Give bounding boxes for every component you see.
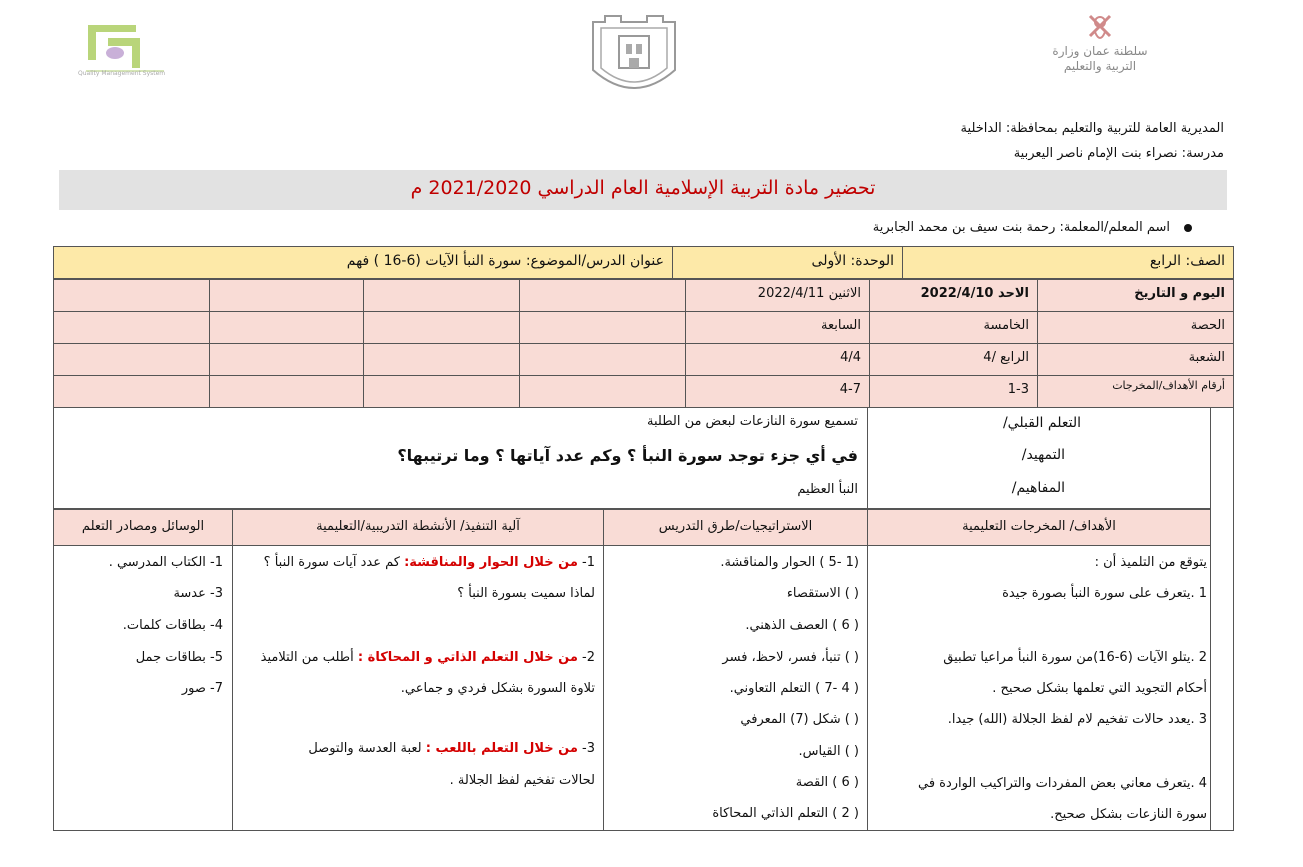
resource-3: 4- بطاقات كلمات. — [122, 618, 223, 633]
section-6 — [53, 343, 210, 376]
activity-3-cont: لحالات تفخيم لفظ الجلالة . — [449, 773, 595, 788]
resource-1: 1- الكتاب المدرسي . — [108, 555, 223, 570]
qms-logo-text: Quality Management System — [78, 70, 166, 77]
activity-2-text: أطلب من التلاميذ — [260, 650, 354, 665]
activities-header: آلية التنفيذ/ الأنشطة التدريبية/التعليمية — [232, 509, 604, 546]
section-3 — [519, 343, 686, 376]
period-5 — [209, 311, 364, 344]
strategy-1: (1 -5 ) الحوار والمناقشة. — [720, 555, 859, 570]
resources-header: الوسائل ومصادر التعلم — [53, 509, 233, 546]
activity-2 — [261, 650, 595, 665]
grade-cell: الصف: الرابع — [902, 246, 1234, 279]
strategies-header: الاستراتيجيات/طرق التدريس — [603, 509, 868, 546]
activity-2-cont: تلاوة السورة بشكل فردي و جماعي. — [400, 681, 595, 696]
strategy-9: ( 2 ) التعلم الذاتي المحاكاة — [712, 806, 859, 821]
activity-1-cont: لماذا سميت بسورة النبأ ؟ — [457, 586, 595, 601]
right-margin-strip — [1210, 407, 1234, 831]
day-date-5 — [209, 279, 364, 312]
objectives-numbers-5 — [209, 375, 364, 408]
objectives-header: الأهداف/ المخرجات التعليمية — [867, 509, 1211, 546]
activity-3 — [308, 741, 595, 756]
objectives-numbers-3 — [519, 375, 686, 408]
objective-2-cont: أحكام التجويد التي تعلمها بشكل صحيح . — [992, 681, 1207, 696]
activity-1-number: 1- — [582, 555, 595, 570]
qms-logo — [78, 20, 168, 80]
intro-divider — [867, 407, 868, 509]
objective-2: 2 .يتلو الآيات (6-16)من سورة النبأ مراعيا تطبيق — [943, 650, 1207, 665]
objectives-numbers-4 — [363, 375, 520, 408]
day-date-1: الاحد 2022/4/10 — [869, 279, 1038, 312]
prior-learning-label: التعلم القبلي/ — [1002, 415, 1081, 431]
resource-4: 5- بطاقات جمل — [135, 650, 223, 665]
strategy-5: ( 4 -7 ) التعلم التعاوني. — [729, 681, 859, 696]
concepts-label: المفاهيم/ — [1011, 480, 1065, 496]
warmup-value: في أي جزء توجد سورة النبأ ؟ وكم عدد آياتها ؟ وما ترتيبها؟ — [397, 446, 858, 465]
ministry-logo-text: سلطنة عمان وزارة التربية والتعليم — [1052, 44, 1148, 73]
bullet-icon — [1184, 224, 1192, 232]
activity-1 — [264, 555, 595, 570]
activity-2-method: من خلال التعلم الذاتي و المحاكاة : — [357, 650, 578, 665]
warmup-label: التمهيد/ — [1021, 447, 1065, 463]
objective-3: 3 .يعدد حالات تفخيم لام لفظ الجلالة (الله) جيدا. — [947, 712, 1207, 727]
activity-3-method: من خلال التعلم باللعب : — [425, 741, 578, 756]
section-1: الرابع /4 — [869, 343, 1038, 376]
strategy-4: ( ) تنبأ، فسر، لاحظ، فسر — [722, 650, 859, 665]
strategy-2: ( ) الاستقصاء — [786, 586, 859, 601]
activity-1-text: كم عدد آيات سورة النبأ ؟ — [263, 555, 400, 570]
activity-1-method: من خلال الحوار والمناقشة: — [404, 555, 578, 570]
day-date-3 — [519, 279, 686, 312]
page-title: تحضير مادة التربية الإسلامية العام الدراسي 2021/2020 م — [410, 177, 876, 199]
objectives-numbers-label: أرقام الأهداف/المخرجات — [1037, 375, 1234, 408]
strategy-7: ( ) القياس. — [798, 744, 859, 759]
concepts-value: النبأ العظيم — [797, 482, 858, 497]
objective-4: 4 .يتعرف معاني بعض المفردات والتراكيب الواردة في — [917, 776, 1207, 791]
objectives-numbers-6 — [53, 375, 210, 408]
day-date-6 — [53, 279, 210, 312]
activity-3-number: 3- — [582, 741, 595, 756]
period-6 — [53, 311, 210, 344]
section-2: 4/4 — [685, 343, 870, 376]
period-2: السابعة — [685, 311, 870, 344]
strategy-6: ( ) شكل (7) المعرفي — [740, 712, 859, 727]
school-emblem — [585, 14, 683, 106]
section-label: الشعبة — [1037, 343, 1234, 376]
activity-3-text: لعبة العدسة والتوصل — [308, 741, 422, 756]
section-5 — [209, 343, 364, 376]
objectives-numbers-1: 1-3 — [869, 375, 1038, 408]
day-date-label: اليوم و التاريخ — [1037, 279, 1234, 312]
objective-intro: يتوقع من التلميذ أن : — [1094, 555, 1207, 570]
period-4 — [363, 311, 520, 344]
activity-2-number: 2- — [582, 650, 595, 665]
school-text: مدرسة: نصراء بنت الإمام ناصر اليعربية — [1013, 146, 1224, 161]
period-1: الخامسة — [869, 311, 1038, 344]
objectives-numbers-2: 4-7 — [685, 375, 870, 408]
period-3 — [519, 311, 686, 344]
lesson-title-cell: عنوان الدرس/الموضوع: سورة النبأ الآيات (6-16 ) فهم — [53, 246, 673, 279]
teacher-name: اسم المعلم/المعلمة: رحمة بنت سيف بن محمد الجابرية — [872, 220, 1170, 235]
ministry-logo — [1045, 10, 1155, 80]
objective-1: 1 .يتعرف على سورة النبأ بصورة جيدة — [1002, 586, 1207, 601]
day-date-2: الاثنين 2022/4/11 — [685, 279, 870, 312]
resource-2: 3- عدسة — [173, 586, 223, 601]
strategy-8: ( 6 ) القصة — [795, 775, 859, 790]
period-label: الحصة — [1037, 311, 1234, 344]
objective-4-cont: سورة النازعات بشكل صحيح. — [1050, 807, 1207, 822]
strategy-3: ( 6 ) العصف الذهني. — [745, 618, 859, 633]
unit-cell: الوحدة: الأولى — [672, 246, 903, 279]
resource-5: 7- صور — [181, 681, 223, 696]
directorate-text: المديرية العامة للتربية والتعليم بمحافظة: الداخلية — [960, 121, 1224, 136]
section-4 — [363, 343, 520, 376]
day-date-4 — [363, 279, 520, 312]
prior-learning-value: تسميع سورة النازعات لبعض من الطلبة — [647, 414, 858, 429]
